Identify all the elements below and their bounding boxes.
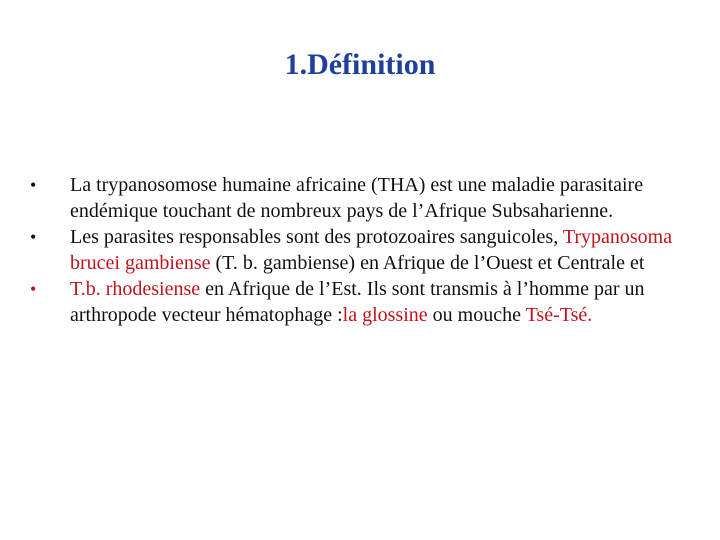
bullet-text-continued: ou mouche [427,304,526,326]
bullet-item-1 [30,172,690,224]
bullet-text: Les parasites responsables sont des protozoaires sanguicoles, [70,226,563,248]
bullet-marker: • [30,227,37,247]
bullet-text: en Afrique de l’Est. Ils sont transmis à l’homme par un arthropode vecteur hématophage : [70,278,645,326]
bullet-text-continued: (T. b. gambiense) en Afrique de l’Ouest et Centrale et [210,252,645,274]
slide-title: 1.Définition [284,48,436,81]
bullet-marker: • [30,279,37,299]
bullet-period: . [587,304,593,326]
vector-name-glossine: la glossine [342,304,428,326]
species-name-rhodesiense: T.b. rhodesiense [70,278,201,300]
bullet-list [30,172,690,328]
species-name-gambiense: Trypanosoma brucei gambiense [70,226,673,274]
bullet-marker: • [30,175,37,195]
bullet-item-3 [30,276,690,328]
vector-name-tse-tse: Tsé-Tsé [525,304,588,326]
bullet-text: La trypanosomose humaine africaine (THA) est une maladie parasitaire endémique touchant de nombreux pays de l’Afrique Subsaharienne. [70,174,644,222]
bullet-item-2 [30,224,690,276]
